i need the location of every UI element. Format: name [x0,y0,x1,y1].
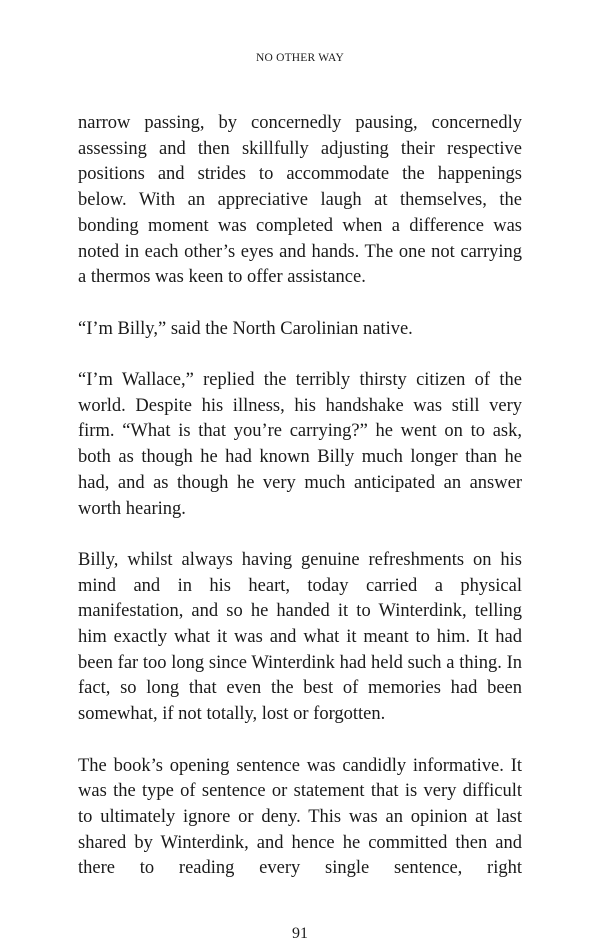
paragraph: “I’m Wallace,” replied the terribly thirsty citizen of the world. Despite his illness, his handshake was still very firm. “What is that you’re carrying?” he went on to ask, both as though he had known Billy much longer than he had, and as though he very much anticipated an answer worth hearing. [78,370,522,519]
running-head: NO OTHER WAY [255,52,344,64]
paragraph: Billy, whilst always having genuine refreshments on his mind and in his heart, today carried a physical manifestation, and so he handed it to Winterdink, telling him exactly what it was and what it meant to him. It had been far too long since Winterdink had held such a thing. In fact, so long that even the best of memories had been somewhat, if not totally, lost or forgotten. [78,549,522,725]
paragraph: “I’m Billy,” said the North Carolinian native. [78,318,413,339]
paragraph: The book’s opening sentence was candidly informative. It was the type of sentence or statement that is very difficult to ultimately ignore or deny. This was an opinion at last shared by Winterdink, and hence he committed then and there to reading every single sentence, right [78,755,522,879]
page-body [78,111,522,882]
page-number: 91 [292,925,308,942]
paragraph: narrow passing, by concernedly pausing, concernedly assessing and then skillfully adjusting their respective positions and strides to accommodate the happenings below. With an appreciative laugh at themselves, the bonding moment was completed when a difference was noted in each other’s eyes and hands. The one not carrying a thermos was keen to offer assistance. [78,113,522,288]
